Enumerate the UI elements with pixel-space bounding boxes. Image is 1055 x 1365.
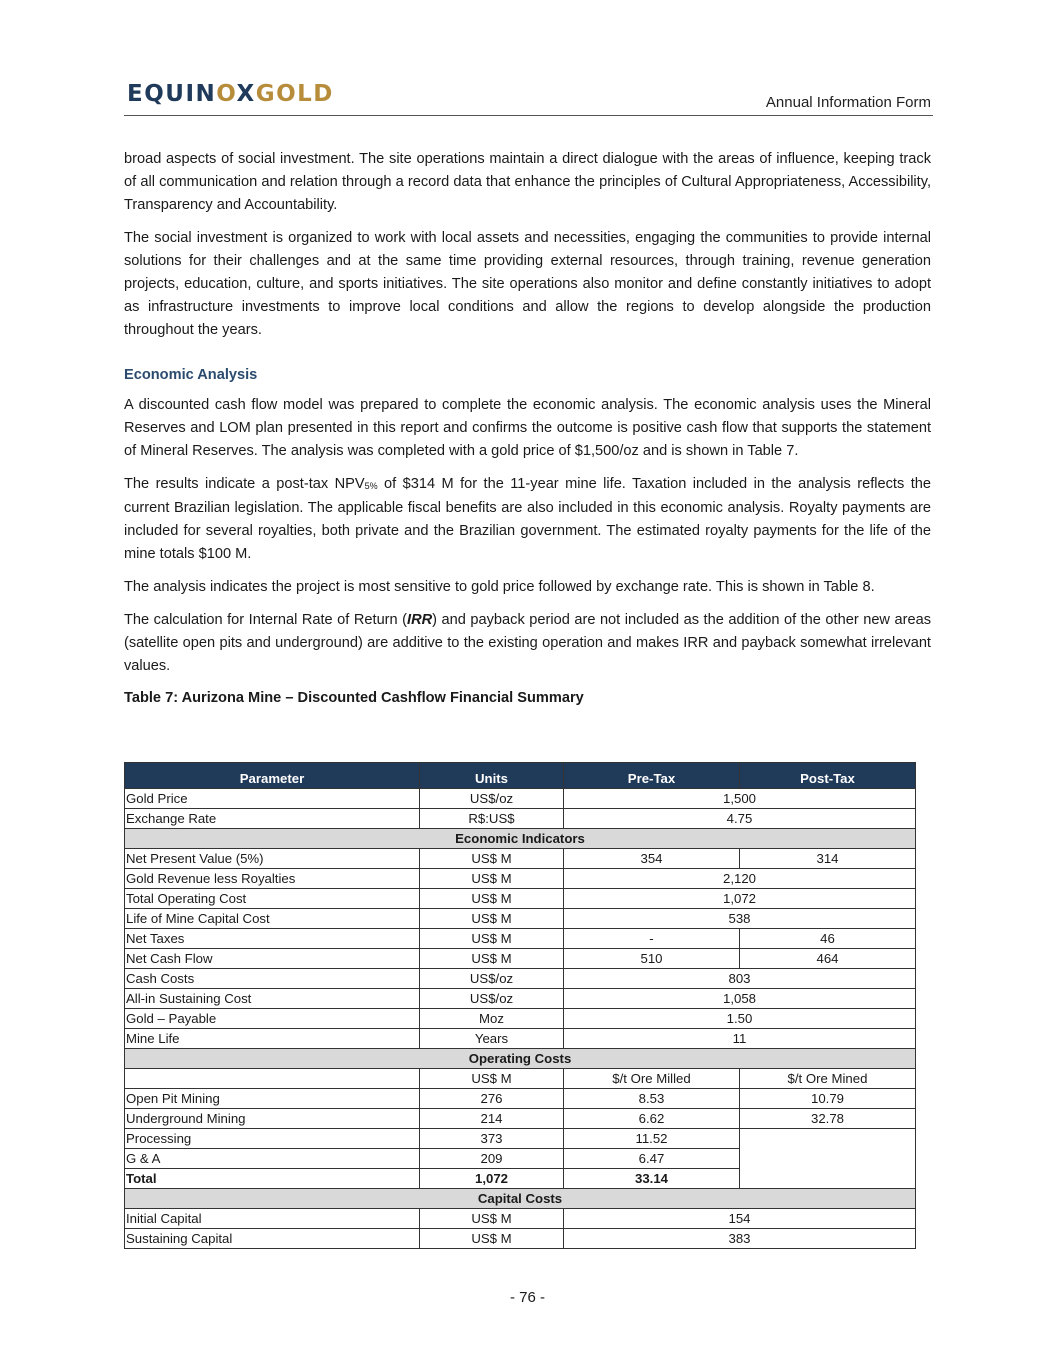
table-cell: Net Taxes [125,929,420,949]
table-cell: Gold Revenue less Royalties [125,869,420,889]
section-heading: Economic Analysis [124,367,258,383]
table-section-row [125,1049,916,1069]
table-row [125,849,916,869]
table-cell: 464 [740,949,916,969]
table-cell: 803 [564,969,916,989]
table-row [125,1069,916,1089]
table-cell: Gold – Payable [125,1009,420,1029]
logo-gold: GOLD [255,81,334,107]
paragraph: The analysis indicates the project is most sensitive to gold price followed by exchange rate. This is shown in Table 8. [124,579,875,595]
table-cell: US$ M [420,949,564,969]
table-cell: Initial Capital [125,1209,420,1229]
table-cell: 154 [564,1209,916,1229]
page-number: - 76 - [509,1289,545,1306]
table-row [125,1089,916,1109]
paragraph: broad aspects of social investment. The site operations maintain a direct dialogue with the areas of influence, keeping track of all communication and relation through a record data that enhance the principles of Cultural Appropriateness, Accessibility, Transparency and Accountability. [124,151,931,213]
table-cell: 314 [740,849,916,869]
table-cell: Total [125,1169,420,1189]
column-header: Units [420,763,564,789]
table-cell: 373 [420,1129,564,1149]
table-cell: 10.79 [740,1089,916,1109]
table-row [125,1209,916,1229]
table-cell: 354 [564,849,740,869]
paragraph: The social investment is organized to work with local assets and necessities, engaging the communities to provide internal solutions for their challenges and at the same time providing external resources, through training, revenue generation projects, education, culture, and sports initiatives. The site operations also monitor and define constantly initiatives to adopt as infrastructure investments to improve local conditions and allow the regions to develop alongside the production throughout the years. [124,230,931,338]
table-section-row [125,1189,916,1209]
table-cell: 538 [564,909,916,929]
table-cell: US$ M [420,1229,564,1249]
page-header [124,80,933,116]
table-cell: Underground Mining [125,1109,420,1129]
table-cell: 46 [740,929,916,949]
table-cell: 11 [564,1029,916,1049]
table-row [125,889,916,909]
table-cell: US$ M [420,909,564,929]
table-cell: 1,500 [564,789,916,809]
table-cell: Net Cash Flow [125,949,420,969]
table-cell: 209 [420,1149,564,1169]
financial-summary-table [124,762,916,1249]
column-header: Post-Tax [740,763,916,789]
table-cell: Life of Mine Capital Cost [125,909,420,929]
table-cell: US$ M [420,1069,564,1089]
table-cell: $/t Ore Milled [564,1069,740,1089]
table-cell: G & A [125,1149,420,1169]
table-row [125,1129,916,1149]
table-cell: Exchange Rate [125,809,420,829]
table-cell: US$ M [420,869,564,889]
table-row [125,809,916,829]
table-cell: Processing [125,1129,420,1149]
table-cell: Total Operating Cost [125,889,420,909]
table-cell: Net Present Value (5%) [125,849,420,869]
table-cell: 383 [564,1229,916,1249]
table-row [125,869,916,889]
table-cell: 1,058 [564,989,916,1009]
table-cell: Years [420,1029,564,1049]
table-cell: 276 [420,1089,564,1109]
table-cell: Gold Price [125,789,420,809]
table-row [125,909,916,929]
table-cell: Open Pit Mining [125,1089,420,1109]
table-cell: 6.62 [564,1109,740,1129]
table-row [125,969,916,989]
table-cell: Operating Costs [125,1049,916,1069]
table-cell: US$ M [420,1209,564,1229]
table-cell: 8.53 [564,1089,740,1109]
table-cell: - [564,929,740,949]
table-cell: $/t Ore Mined [740,1069,916,1089]
table-row [125,789,916,809]
column-header: Pre-Tax [564,763,740,789]
table-header-row [125,763,916,789]
table-cell: US$ M [420,889,564,909]
table-row [125,1229,916,1249]
table-row [125,989,916,1009]
table-cell: US$/oz [420,989,564,1009]
table-cell: US$ M [420,849,564,869]
table-cell: 214 [420,1109,564,1129]
table-cell: 33.14 [564,1169,740,1189]
paragraph: The calculation for Internal Rate of Return (IRR) and payback period are not included as the addition of the other new areas (satellite open pits and underground) are additive to the existing operation and makes IRR and payback somewhat irrelevant values. [124,612,931,674]
table-row [125,1109,916,1129]
table-row [125,949,916,969]
table-cell: Mine Life [125,1029,420,1049]
equinox-gold-logo: EQUINOXGOLD [127,81,334,107]
table-cell: Cash Costs [125,969,420,989]
table-cell: All-in Sustaining Cost [125,989,420,1009]
table-row [125,1029,916,1049]
table-row [125,929,916,949]
table-section-row [125,829,916,849]
table-cell: 32.78 [740,1109,916,1129]
table-cell: Moz [420,1009,564,1029]
table-cell: 1,072 [420,1169,564,1189]
column-header: Parameter [125,763,420,789]
table-cell: 4.75 [564,809,916,829]
table-cell: R$:US$ [420,809,564,829]
table-cell: US$/oz [420,789,564,809]
paragraph: A discounted cash flow model was prepared to complete the economic analysis. The economic analysis uses the Mineral Reserves and LOM plan presented in this report and confirms the outcome is positive cash flow that supports the statement of Mineral Reserves. The analysis was completed with a gold price of $1,500/oz and is shown in Table 7. [124,397,931,459]
table-cell: 6.47 [564,1149,740,1169]
table-cell: Capital Costs [125,1189,916,1209]
table-cell: Sustaining Capital [125,1229,420,1249]
table-cell: 1,072 [564,889,916,909]
document-title: Annual Information Form [765,94,931,111]
table-cell: 1.50 [564,1009,916,1029]
table-cell [125,1069,420,1089]
body-content [124,148,931,708]
table-cell: 2,120 [564,869,916,889]
table-row [125,1009,916,1029]
table-caption: Table 7: Aurizona Mine – Discounted Cashflow Financial Summary [124,690,584,706]
table-cell: US$/oz [420,969,564,989]
paragraph: The results indicate a post-tax $NPV_{5\%}$ of $314 M for the 11-year mine life. Taxation included in the analysis reflects the current Brazilian legislation. The applicable fiscal benefits are also included in this economic analysis. Royalty payments are included for several royalties, both private and the Brazilian government. The estimated royalty payments for the life of the mine totals $100 M. [124,476,931,562]
table-cell: 510 [564,949,740,969]
logo-x: X [236,81,256,107]
table-cell: 11.52 [564,1129,740,1149]
table-cell [740,1129,916,1189]
table-cell: Economic Indicators [125,829,916,849]
table-cell: US$ M [420,929,564,949]
